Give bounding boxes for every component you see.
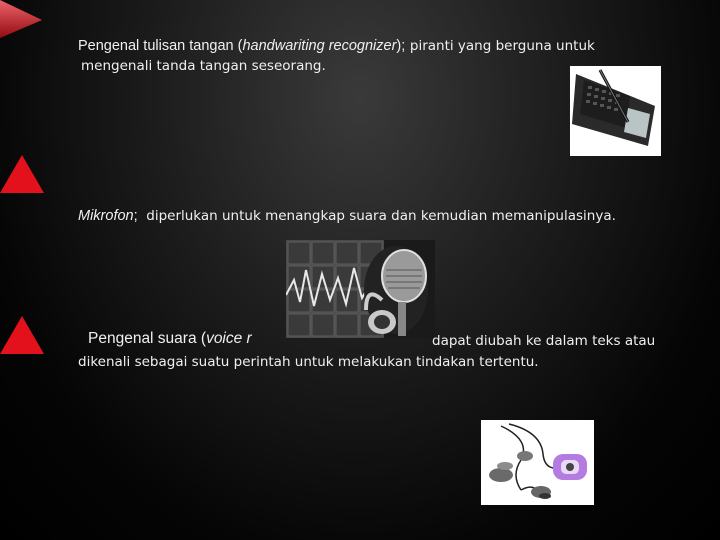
earphones-image xyxy=(481,420,594,505)
item-3-line-1 xyxy=(88,330,252,348)
item-2-description: diperlukan untuk menangkap suara dan kemudian memanipulasinya. xyxy=(146,208,616,224)
item-1-term-italic: handwariting recognizer xyxy=(242,38,397,54)
item-1-line-1 xyxy=(78,38,595,54)
item-1-term: Pengenal tulisan tangan ( xyxy=(78,38,243,54)
item-3-term-italic: voice r xyxy=(206,330,252,347)
item-1-description: piranti yang berguna untuk xyxy=(409,38,595,54)
item-2-term-close: ; xyxy=(133,208,138,224)
item-3-line-2: dikenali sebagai suatu perintah untuk melakukan tindakan tertentu. xyxy=(78,354,539,370)
bullet-triangle-icon xyxy=(0,316,44,356)
bullet-triangle-icon xyxy=(0,0,44,40)
item-3-description: dapat diubah ke dalam teks atau xyxy=(432,333,656,349)
microphone-image xyxy=(286,240,435,338)
bullet-triangle-icon xyxy=(0,155,44,195)
item-1-term-close: ); xyxy=(396,38,406,54)
item-3-term: Pengenal suara ( xyxy=(88,330,207,347)
item-2-term-italic: Mikrofon xyxy=(78,208,134,224)
pen-tablet-image xyxy=(570,66,661,156)
item-1-line-2: mengenali tanda tangan seseorang. xyxy=(81,58,326,74)
item-2-line-1 xyxy=(78,208,616,224)
